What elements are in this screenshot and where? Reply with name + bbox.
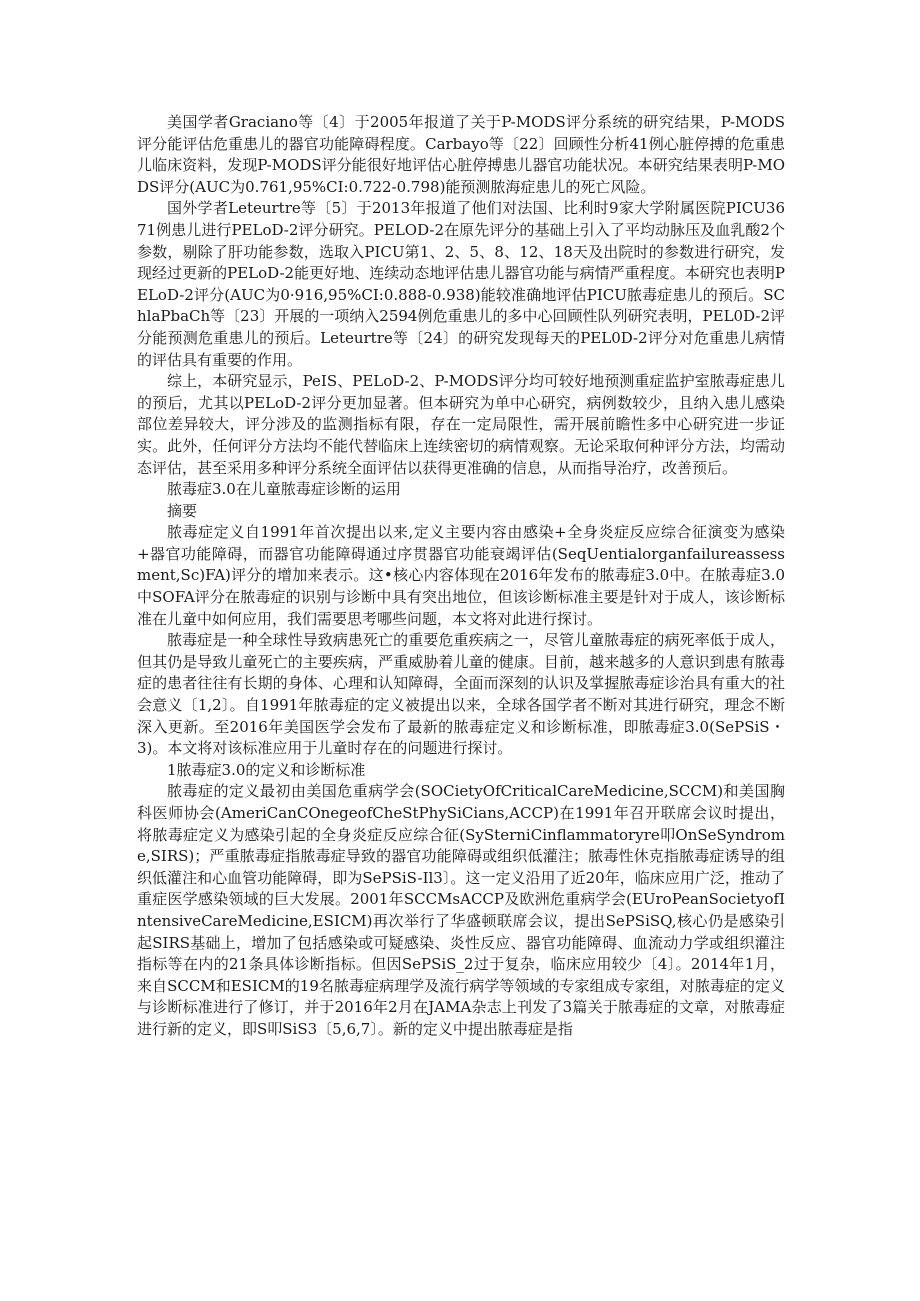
paragraph-definition: 脓毒症的定义最初由美国危重病学会(SOCietyOfCriticalCareMedicine,SCCM)和美国胸科医师协会(AmeriCanCOnegeofCheStPhySiCians,ACCP)在1991年召开联席会议时提出，将脓毒症定义为感染引起的全身炎症反应综合征(SySterniCinflammatoryre叩OnSeSyndrome,SIRS)；严重脓毒症指脓毒症导致的器官功能障碍或组织低灌注；脓毒性休克指脓毒症诱导的组织低灌注和心血管功能障碍，即为SePSiS-Il3〕。这一定义沿用了近20年，临床应用广泛，推动了重症医学感染领域的巨大发展。2001年SCCMsACCP及欧洲危重病学会(EUroPeanSocietyofIntensiveCareMedicine,ESICM)再次举行了华盛顿联席会议，提出SePSiSQ,核心仍是感染引起SIRS基础上，增加了包括感染或可疑感染、炎性反应、器官功能障碍、血流动力学或组织灌注指标等在内的21条具体诊断指标。但因SePSiS_2过于复杂，临床应用较少〔4〕。2014年1月，来自SCCM和ESICM的19名脓毒症病理学及流行病学等领域的专家组成专家组，对脓毒症的定义与诊断标准进行了修订，并于2016年2月在JAMA杂志上刊发了3篇关于脓毒症的文章，对脓毒症进行新的定义，即S叩SiS3〔5,6,7〕。新的定义中提出脓毒症是指 xyxy=(137,782,785,1038)
abstract-heading: 摘要 xyxy=(167,501,198,520)
paragraph-p-mods: 美国学者Graciano等〔4〕于2005年报道了关于P-MODS评分系统的研究结果，P-MODS评分能评估危重患儿的器官功能障碍程度。Carbayo等〔22〕回顾性分析41例心脏停搏的危重患儿临床资料，发现P-MODS评分能很好地评估心脏停搏患儿器官功能状况。本研究结果表明P-MODS评分(AUC为0.761,95%CI:0.722-0.798)能预测脓海症患儿的死亡风险。 xyxy=(137,113,785,196)
paragraph-conclusion: 综上，本研究显示，PeIS、PELoD-2、P-MODS评分均可较好地预测重症监护室脓毒症患儿的预后，尤其以PELoD-2评分更加显著。但本研究为单中心研究，病例数较少，且纳入患儿感染部位差异较大，评分涉及的监测指标有限，存在一定局限性，需开展前瞻性多中心研究进一步证实。此外，任何评分方法均不能代替临床上连续密切的病情观察。无论采取何种评分方法，均需动态评估，甚至采用多种评分系统全面评估以获得更准确的信息，从而指导治疗，改善预后。 xyxy=(137,372,785,477)
section-heading: 1脓毒症3.0的定义和诊断标准 xyxy=(167,760,366,779)
paragraph-abstract: 脓毒症定义自1991年首次提出以来,定义主要内容由感染+全身炎症反应综合征演变为感染+器官功能障碍，而器官功能障碍通过序贯器官功能衰竭评估(SeqUentialorganfailureassessment,Sc)FA)评分的增加来表示。这•核心内容体现在2016年发布的脓毒症3.0中。在脓毒症3.0中SOFA评分在脓毒症的识别与诊断中具有突出地位，但该诊断标准主要是针对于成人，该诊断标准在儿童中如何应用，我们需要思考哪些问题，本文将对此进行探讨。 xyxy=(137,523,785,628)
document-page xyxy=(137,112,785,1041)
article-title: 脓毒症3.0在儿童脓毒症诊断的运用 xyxy=(167,480,401,499)
paragraph-introduction: 脓毒症是一种全球性导致病患死亡的重要危重疾病之一，尽管儿童脓毒症的病死率低于成人，但其仍是导致儿童死亡的主要疾病，严重威胁着儿童的健康。目前，越来越多的人意识到患有脓毒症的患者往往有长期的身体、心理和认知障碍，全面而深刻的认识及掌握脓毒症诊治具有重大的社会意义〔1,2〕。自1991年脓毒症的定义被提出以来，全球各国学者不断对其进行研究，理念不断深入更新。至2016年美国医学会发布了最新的脓毒症定义和诊断标准，即脓毒症3.0(SePSiS・3)。本文将对该标准应用于儿童时存在的问题进行探讨。 xyxy=(137,631,785,758)
paragraph-pelod-2: 国外学者Leteurtre等〔5〕于2013年报道了他们对法国、比利时9家大学附属医院PICU3671例患儿进行PELoD-2评分研究。PELOD-2在原先评分的基础上引入了平均动脉压及血乳酸2个参数，剔除了肝功能参数，选取入PICU第1、2、5、8、12、18天及出院时的参数进行研究，发现经过更新的PELoD-2能更好地、连续动态地评估患儿器官功能与病情严重程度。本研究也表明PELoD-2评分(AUC为0·916,95%CI:0.888-0.938)能较准确地评估PICU脓毒症患儿的预后。SChlaPbaCh等〔23〕开展的一项纳入2594例危重患儿的多中心回顾性队列研究表明，PEL0D-2评分能预测危重患儿的预后。Leteurtre等〔24〕的研究发现每天的PEL0D-2评分对危重患儿病情的评估具有重要的作用。 xyxy=(137,199,785,369)
